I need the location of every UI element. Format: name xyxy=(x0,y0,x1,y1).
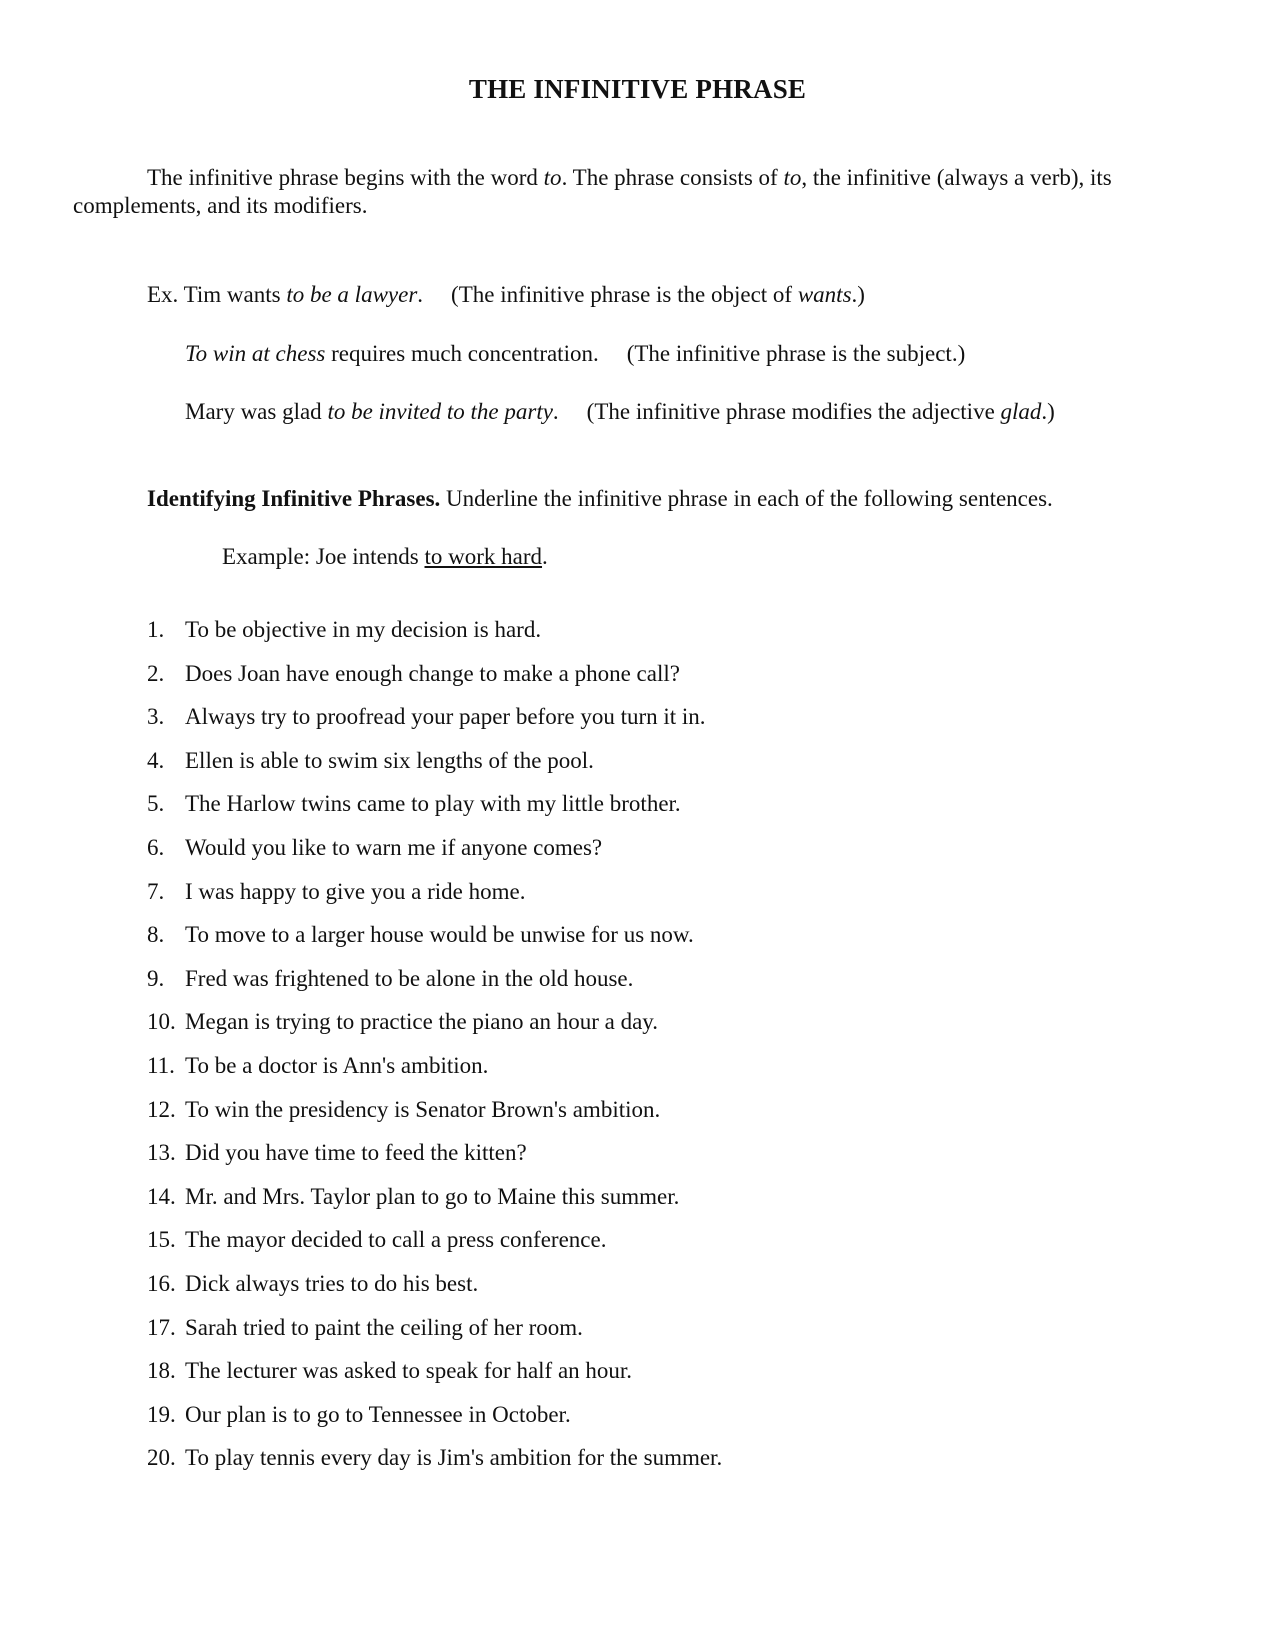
ex3-italic: to be invited to the party xyxy=(327,399,553,424)
list-item-number: 14. xyxy=(147,1183,176,1209)
list-item xyxy=(147,966,722,1010)
ex1-note-post: .) xyxy=(851,282,865,307)
list-item xyxy=(147,1315,722,1359)
list-item-text: Megan is trying to practice the piano an hour a day. xyxy=(185,1009,659,1035)
list-item-number: 3. xyxy=(147,704,165,730)
sentence-list xyxy=(147,617,722,1489)
list-item xyxy=(147,1140,722,1184)
intro-text-1: The infinitive phrase begins with the word xyxy=(147,165,544,190)
list-item-text: Mr. and Mrs. Taylor plan to go to Maine this summer. xyxy=(185,1183,680,1209)
list-item-number: 1. xyxy=(147,617,165,642)
list-item-number: 9. xyxy=(147,965,165,991)
intro-italic-to-2: to xyxy=(783,165,802,190)
list-item-text: Does Joan have enough change to make a phone call? xyxy=(185,660,680,686)
list-item-text: The mayor decided to call a press conference. xyxy=(185,1227,607,1253)
list-item-number: 16. xyxy=(147,1270,176,1296)
example-suffix: . xyxy=(542,544,548,569)
list-item-text: The lecturer was asked to speak for half an hour. xyxy=(185,1358,633,1384)
list-item-number: 13. xyxy=(147,1140,176,1166)
list-item xyxy=(147,704,722,748)
list-item-text: Our plan is to go to Tennessee in October. xyxy=(185,1401,571,1427)
example-sentence-1 xyxy=(147,282,865,308)
ex1-prefix: Ex. Tim wants xyxy=(147,282,287,307)
list-item-text: To win the presidency is Senator Brown's ambition. xyxy=(185,1096,661,1122)
list-item xyxy=(147,1184,722,1228)
intro-italic-to-1: to xyxy=(543,165,562,190)
list-item-text: Sarah tried to paint the ceiling of her room. xyxy=(185,1314,583,1340)
list-item-text: To move to a larger house would be unwise for us now. xyxy=(185,922,694,948)
list-item-text: Would you like to warn me if anyone comes? xyxy=(185,834,603,860)
page-title: THE INFINITIVE PHRASE xyxy=(468,74,807,104)
list-item-number: 6. xyxy=(147,834,165,860)
list-item-number: 2. xyxy=(147,660,165,686)
example-prefix: Example: Joe intends xyxy=(222,544,425,569)
list-item-number: 18. xyxy=(147,1358,176,1384)
exercise-instructions xyxy=(147,486,1053,512)
list-item xyxy=(147,1271,722,1315)
ex1-note-pre: (The infinitive phrase is the object of xyxy=(451,282,798,307)
list-item-number: 15. xyxy=(147,1227,176,1253)
list-item xyxy=(147,922,722,966)
list-item xyxy=(147,748,722,792)
list-item-text: I was happy to give you a ride home. xyxy=(185,878,526,904)
ex1-italic: to be a lawyer xyxy=(286,282,418,307)
list-item-text: Fred was frightened to be alone in the old house. xyxy=(185,965,634,991)
list-item-number: 19. xyxy=(147,1401,176,1427)
ex3-suffix: . xyxy=(552,399,559,424)
list-item-text: To be a doctor is Ann's ambition. xyxy=(185,1052,489,1078)
ex3-note-pre: (The infinitive phrase modifies the adjective xyxy=(586,399,1001,424)
ex2-italic: To win at chess xyxy=(185,341,326,366)
list-item xyxy=(147,1097,722,1141)
example-underlined-phrase: to work hard xyxy=(424,544,543,569)
instructions-heading: Identifying Infinitive Phrases. xyxy=(147,486,441,511)
example-sentence-2 xyxy=(185,341,965,367)
list-item xyxy=(147,1358,722,1402)
list-item-number: 17. xyxy=(147,1314,176,1340)
list-item xyxy=(147,879,722,923)
ex3-note-post: .) xyxy=(1041,399,1055,424)
ex1-note-italic: wants xyxy=(797,282,852,307)
exercise-example xyxy=(222,544,548,570)
list-item-number: 8. xyxy=(147,922,165,948)
list-item-number: 20. xyxy=(147,1445,176,1471)
list-item xyxy=(147,1402,722,1446)
instructions-text: Underline the infinitive phrase in each of the following sentences. xyxy=(440,486,1053,511)
list-item xyxy=(147,791,722,835)
ex2-note: (The infinitive phrase is the subject.) xyxy=(626,341,966,366)
list-item xyxy=(147,1053,722,1097)
list-item-number: 7. xyxy=(147,878,165,904)
list-item-number: 4. xyxy=(147,747,165,773)
list-item-text: To play tennis every day is Jim's ambition for the summer. xyxy=(185,1445,723,1471)
ex2-suffix: requires much concentration. xyxy=(325,341,599,366)
intro-text-2: . The phrase consists of xyxy=(561,165,784,190)
list-item xyxy=(147,661,722,705)
list-item-number: 11. xyxy=(147,1052,175,1078)
list-item-number: 10. xyxy=(147,1009,176,1035)
example-sentence-3 xyxy=(185,399,1055,425)
list-item xyxy=(147,1227,722,1271)
list-item xyxy=(147,835,722,879)
list-item-number: 12. xyxy=(147,1096,176,1122)
list-item-text: The Harlow twins came to play with my little brother. xyxy=(185,791,681,817)
list-item-text: Ellen is able to swim six lengths of the pool. xyxy=(185,747,594,773)
list-item xyxy=(147,1009,722,1053)
list-item xyxy=(147,617,722,661)
list-item-text: Always try to proofread your paper before you turn it in. xyxy=(185,704,706,730)
list-item-text: To be objective in my decision is hard. xyxy=(185,617,542,642)
ex1-suffix: . xyxy=(417,282,424,307)
list-item xyxy=(147,1445,722,1489)
intro-paragraph xyxy=(73,164,1173,220)
list-item-text: Dick always tries to do his best. xyxy=(185,1270,479,1296)
ex3-prefix: Mary was glad xyxy=(185,399,328,424)
list-item-text: Did you have time to feed the kitten? xyxy=(185,1140,527,1166)
list-item-number: 5. xyxy=(147,791,165,817)
intro-text-3: , the infinitive (always a verb), its complements, and its modifiers. xyxy=(73,165,1112,218)
ex3-note-italic: glad xyxy=(1000,399,1042,424)
